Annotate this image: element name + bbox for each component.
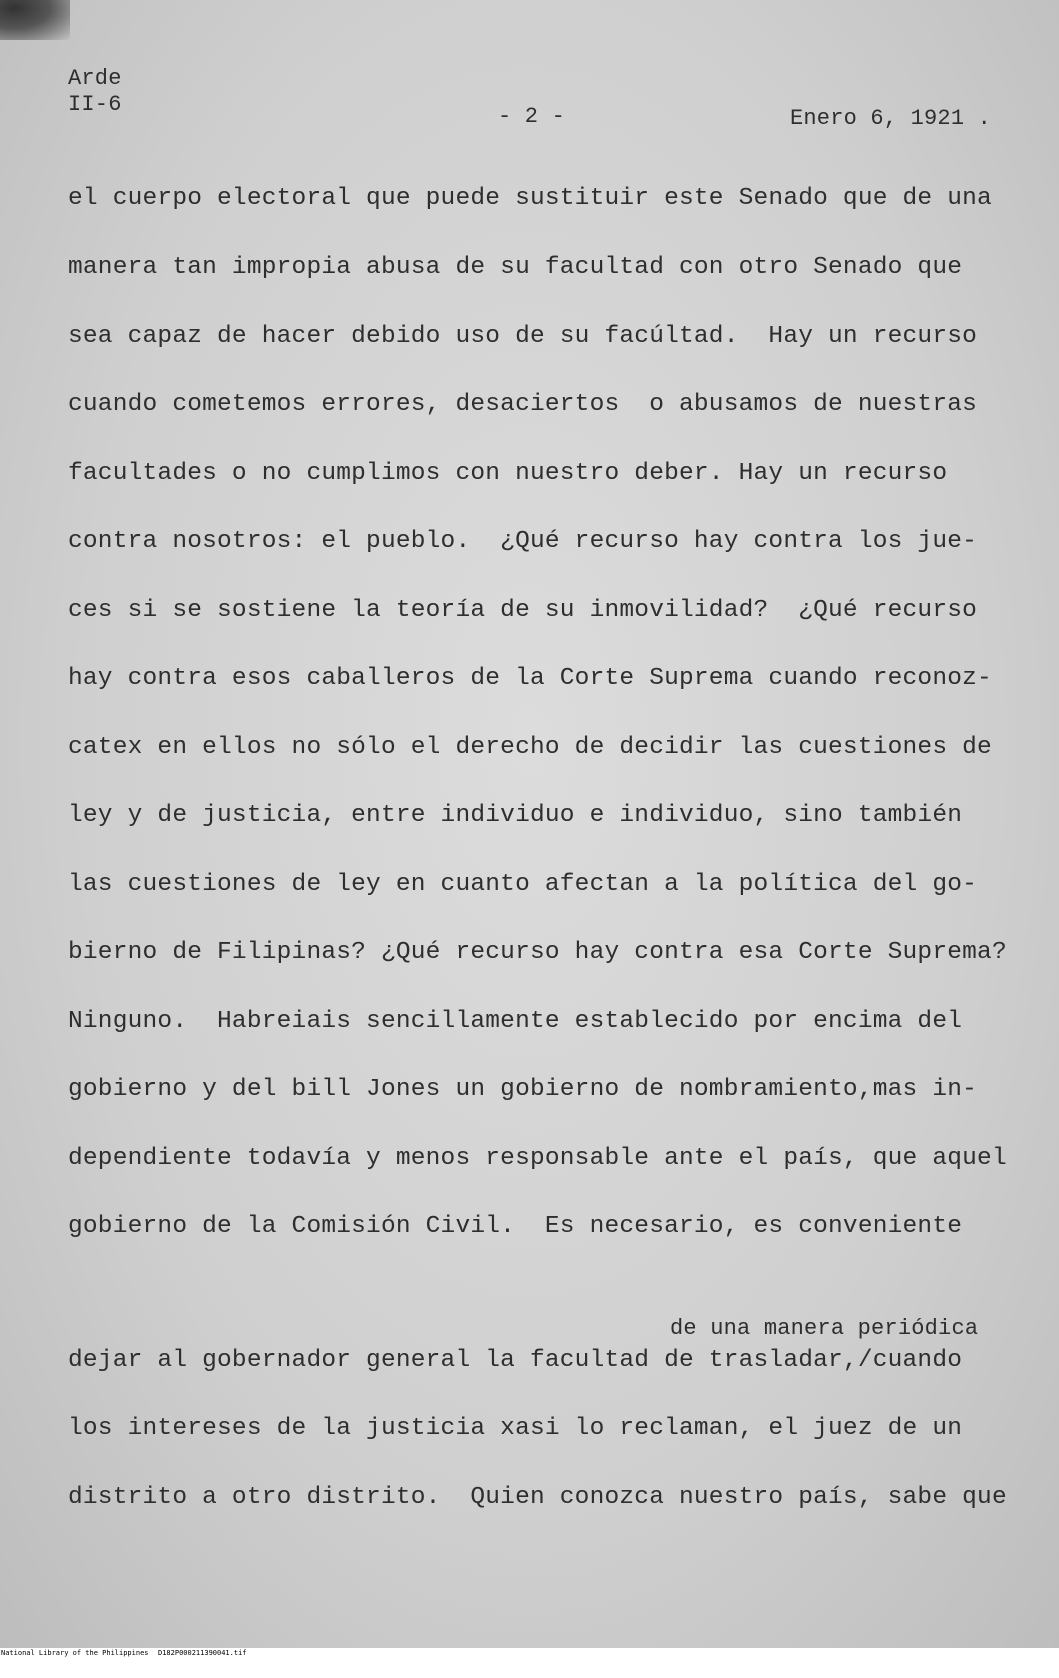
page-number: - 2 - xyxy=(498,104,566,129)
text-line: el cuerpo electoral que puede sustituir este Senado que de una xyxy=(68,185,992,212)
text-line: catex en ellos no sólo el derecho de decidir las cuestiones de xyxy=(68,734,992,761)
scan-smudge xyxy=(0,0,70,40)
text-line: dejar al gobernador general la facultad de trasladar,/cuando xyxy=(68,1347,963,1374)
text-line: gobierno de la Comisión Civil. Es necesario, es conveniente xyxy=(68,1213,963,1240)
text-line: manera tan impropia abusa de su facultad con otro Senado que xyxy=(68,254,963,281)
text-line: hay contra esos caballeros de la Corte Suprema cuando reconoz- xyxy=(68,665,992,692)
text-line: Ninguno. Habreiais sencillamente establecido por encima del xyxy=(68,1008,963,1035)
text-line: bierno de Filipinas? ¿Qué recurso hay contra esa Corte Suprema? xyxy=(68,939,1007,966)
text-line: dependiente todavía y menos responsable ante el país, que aquel xyxy=(68,1145,1007,1172)
text-line: facultades o no cumplimos con nuestro deber. Hay un recurso xyxy=(68,460,948,487)
text-line: los intereses de la justicia xasi lo reclaman, el juez de un xyxy=(68,1415,963,1442)
handwritten-insertion: de una manera periódica xyxy=(670,1316,979,1341)
library-credit: National Library of the Philippines xyxy=(1,1649,149,1657)
text-line: ces si se sostiene la teoría de su inmovilidad? ¿Qué recurso xyxy=(68,597,978,624)
text-line: cuando cometemos errores, desaciertos o abusamos de nuestras xyxy=(68,391,978,418)
text-line: las cuestiones de ley en cuanto afectan a la política del go- xyxy=(68,871,978,898)
text-line: sea capaz de hacer debido uso de su facúltad. Hay un recurso xyxy=(68,323,978,350)
text-line: contra nosotros: el pueblo. ¿Qué recurso hay contra los jue- xyxy=(68,528,978,555)
document-date: Enero 6, 1921 . xyxy=(790,106,992,131)
text-line: distrito a otro distrito. Quien conozca nuestro país, sabe que xyxy=(68,1484,1007,1511)
text-line: gobierno y del bill Jones un gobierno de nombramiento,mas in- xyxy=(68,1076,978,1103)
scan-footer xyxy=(0,1648,1059,1658)
reference-line-1: Arde xyxy=(68,66,122,91)
reference-line-2: II-6 xyxy=(68,92,122,117)
text-line: ley y de justicia, entre individuo e individuo, sino también xyxy=(68,802,963,829)
file-name: D182P000211390041.tif xyxy=(158,1649,247,1657)
